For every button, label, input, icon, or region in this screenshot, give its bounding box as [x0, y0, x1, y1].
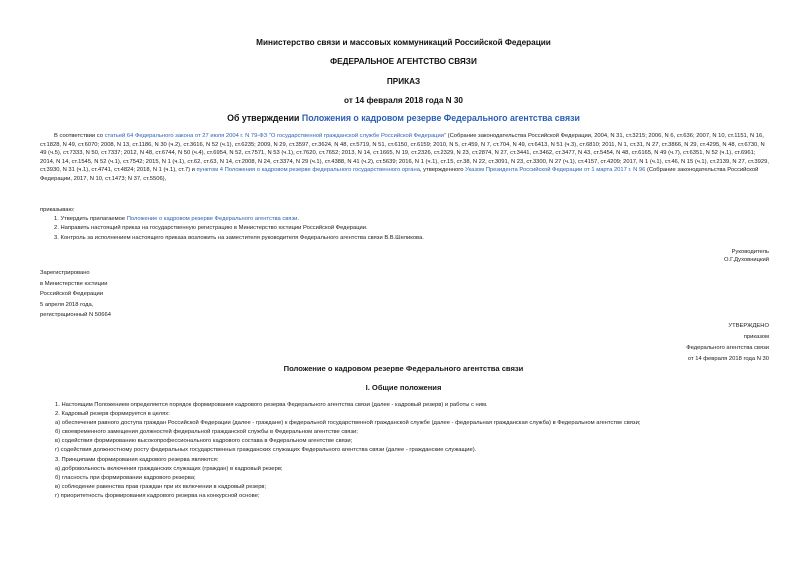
list-item: 2. Кадровый резерв формируется в целях:	[55, 411, 170, 418]
list-item: б) своевременного замещения должностей федеральной гражданской службы в Федеральном агентстве связи;	[55, 429, 358, 436]
section-title: I. Общие положения	[365, 383, 442, 392]
list-item: б) гласность при формировании кадрового резерва;	[55, 474, 196, 481]
approved-line-4: от 14 февраля 2018 года N 30	[687, 356, 769, 362]
signature-role: Руководитель	[731, 249, 769, 255]
list-item: а) обеспечения равного доступа граждан Российской Федерации (далее - граждане) к федеральной государственной гражданской службе (далее - федеральная гражданская служба) в Федеральном агентстве связи;	[55, 420, 641, 427]
signature-block	[724, 248, 769, 264]
order-item-2: 2. Направить настоящий приказ на государственную регистрацию в Министерство юстиции Российской Федерации.	[54, 225, 368, 231]
signature-name: О.Г.Духовницкий	[723, 257, 769, 263]
title-link[interactable]: Положения о кадровом резерве Федерального агентства связи	[301, 113, 580, 123]
preamble-text-2: (Собрание законодательства Российской Федерации, 2004, N 31, ст.3215; 2006, N 6, ст.636; 2007, N 10, ст.1151, N 16, ст.1828, N 49, ст.6070; 2008, N 13, ст.1186, N 30 (ч.2), ст.3616, N 52 (ч.1), ст.6235; 2009, N 29, ст.3597, ст.3624, N 48, ст.5719, N 51, ст.6150, ст.6159; 2010, N 5, ст.459, N 7, ст.704, N 49, ст.6413, N 51 (ч.3), ст.6810; 2011, N 1, ст.31, N 27, ст.3866, N 29, ст.4295, N 48, ст.6730, N 49 (ч.5), ст.7333, N 50, ст.7337; 2012, N 48, ст.6744, N 50 (ч.4), ст.6954, N 52, ст.7571, N 53 (ч.1), ст.7620, ст.7652; 2013, N 14, ст.1665, N 19, ст.2326, ст.2329, N 23, ст.2874, N 27, ст.3441, ст.3462, ст.3477, N 43, ст.5454, N 48, ст.6165, N 49 (ч.7), ст.6351, N 52 (ч.1), ст.6961; 2014, N 14, ст.1545, N 52 (ч.1), ст.7542; 2015, N 1 (ч.1), ст.62, ст.63, N 14, ст.2008, N 24, ст.3374, N 29 (ч.1), ст.4388, N 41 (ч.2), ст.5639; 2016, N 1 (ч.1), ст.15, ст.38, N 22, ст.3091, N 23, ст.3300, N 27 (ч.1), ст.4157, ст.4209; 2017, N 1 (ч.1), ст.46, N 15 (ч.1), ст.2139, N 27, ст.3929, ст.3930, N 31 (ч.1), ст.4741, ст.4824; 2018, N 1 (ч.1), ст.7) и	[40, 133, 769, 174]
list-item: г) содействия должностному росту федеральных государственных гражданских служащих Федерального агентства связи (далее - гражданские служащие).	[55, 447, 477, 454]
registration-line-5: регистрационный N 50664	[40, 312, 111, 318]
order-1-end: .	[297, 216, 299, 222]
list-item: 1. Настоящим Положением определяется порядок формирования кадрового резерва Федерального агентства связи (далее - кадровый резерв) и работы с ним.	[55, 402, 488, 408]
registration-block	[40, 268, 111, 321]
order-word: приказываю:	[40, 207, 75, 213]
registration-line-1: Зарегистрировано	[40, 270, 90, 276]
preamble-paragraph	[40, 132, 770, 184]
registration-line-2: в Министерстве юстиции	[40, 280, 108, 287]
list-item: а) добровольность включения гражданских служащих (граждан) в кадровый резерв;	[55, 465, 283, 472]
order-item-1	[54, 216, 299, 223]
doc-type-heading: ПРИКАЗ	[386, 77, 421, 86]
date-number-heading: от 14 февраля 2018 года N 30	[344, 96, 463, 105]
agency-heading: ФЕДЕРАЛЬНОЕ АГЕНТСТВО СВЯЗИ	[330, 57, 477, 66]
list-item: г) приоритетность формирования кадрового резерва на конкурсной основе;	[55, 492, 260, 499]
law-article-link[interactable]: статьей 64 Федерального закона от 27 июля 2004 г. N 79-ФЗ "О государственной гражданской службе Российской Федерации"	[104, 133, 447, 139]
list-item: 3. Принципами формирования кадрового резерва являются:	[55, 456, 219, 463]
approved-line-2: приказом	[743, 334, 769, 340]
registration-line-4: 5 апреля 2018 года,	[40, 301, 94, 308]
preamble-text-1: В соответствии со	[54, 133, 105, 139]
presidential-decree-link[interactable]: Указом Президента Российской Федерации от 1 марта 2017 г. N 96	[465, 167, 646, 174]
regulation-title: Положение о кадровом резерве Федерального агентства связи	[283, 364, 524, 373]
approved-line-3: Федерального агентства связи	[686, 345, 769, 351]
regulation-items	[40, 401, 770, 501]
registration-line-3: Российской Федерации	[40, 291, 104, 297]
approved-block	[686, 321, 769, 365]
document-title	[0, 113, 807, 123]
title-prefix: Об утверждении	[227, 113, 302, 123]
regulation-point-link[interactable]: пунктом 4 Положения о кадровом резерве федерального государственного органа	[196, 167, 420, 174]
approved-line-1: УТВЕРЖДЕНО	[728, 323, 769, 329]
order-1-text: 1. Утвердить прилагаемое	[54, 216, 127, 222]
list-item: в) соблюдение равенства прав граждан при их включении в кадровый резерв;	[55, 483, 267, 490]
preamble-text-3: , утвержденного	[419, 167, 466, 174]
order-item-3: 3. Контроль за исполнением настоящего приказа возложить на заместителя руководителя Федерального агентства связи В.В.Шеликова.	[54, 235, 424, 241]
ministry-heading: Министерство связи и массовых коммуникаций Российской Федерации	[256, 38, 551, 47]
preamble-text-4: (Собрание законодательства Российской Федерации, 2017, N 10, ст.1473; N 37, ст.5506),	[40, 167, 759, 182]
list-item: в) содействия формированию высокопрофессионального кадрового состава в Федеральном агентстве связи;	[55, 438, 353, 445]
regulation-link[interactable]: Положение о кадровом резерве Федерального агентства связи	[126, 216, 298, 222]
